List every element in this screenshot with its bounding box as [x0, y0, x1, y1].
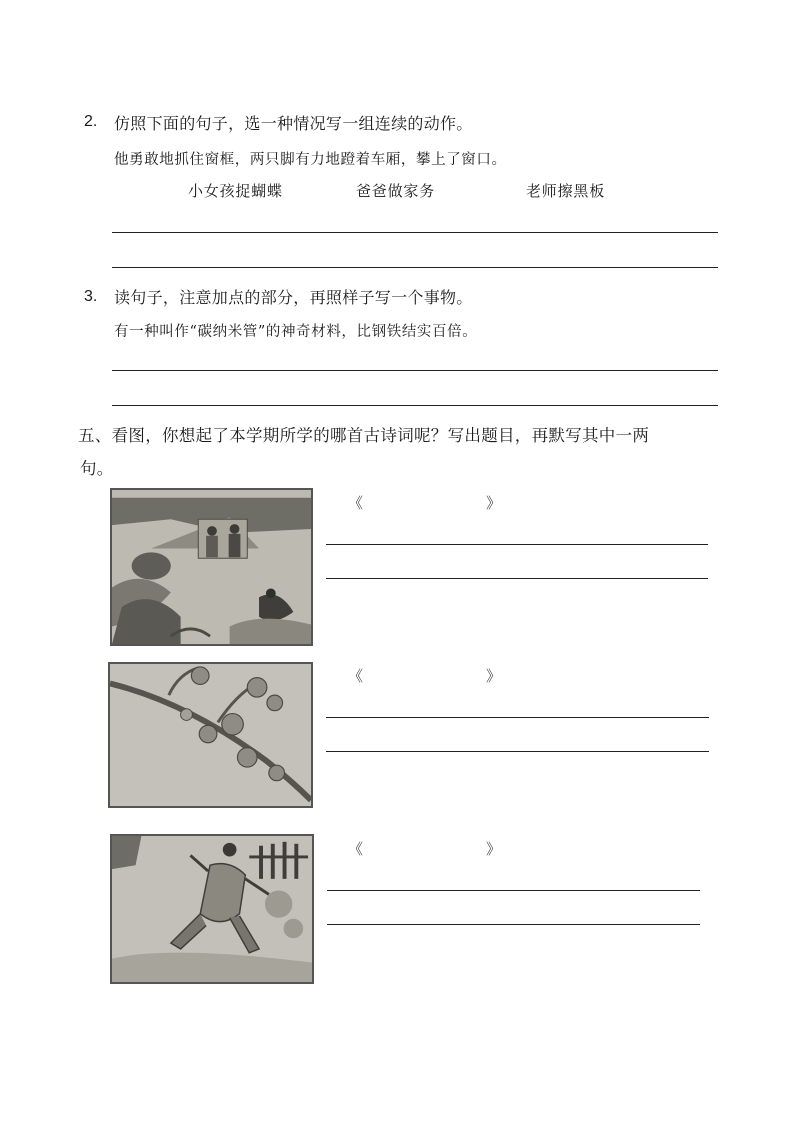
poem-answer-line-1b[interactable]	[326, 578, 708, 579]
q2-option-3: 老师擦黑板	[526, 182, 606, 200]
q2-option-2: 爸爸做家务	[356, 182, 436, 200]
q2-prompt: 仿照下面的句子，选一种情况写一组连续的动作。	[114, 114, 473, 133]
section5-instruction-line1: 五、看图，你想起了本学期所学的哪首古诗词呢？写出题目，再默写其中一两	[78, 426, 650, 445]
blossom-branch-illustration	[108, 662, 313, 808]
q2-option-1: 小女孩捉蝴蝶	[188, 182, 283, 200]
poem-answer-line-3a[interactable]	[327, 890, 700, 891]
section5-instruction-line2: 句。	[80, 459, 114, 478]
running-child-illustration	[110, 834, 314, 984]
poem-title-open-bracket-1: 《	[348, 494, 364, 512]
q2-answer-line-2[interactable]	[112, 267, 718, 268]
q3-answer-line-2[interactable]	[112, 405, 718, 406]
poem-title-close-bracket-3: 》	[486, 840, 502, 858]
q2-number: 2.	[84, 113, 98, 130]
poem-answer-line-2b[interactable]	[326, 751, 709, 752]
poem-answer-line-2a[interactable]	[326, 717, 709, 718]
q2-example-sentence: 他勇敢地抓住窗框，两只脚有力地蹬着车厢，攀上了窗口。	[114, 152, 507, 168]
garden-scene-illustration	[110, 488, 313, 646]
poem-title-close-bracket-1: 》	[486, 494, 502, 512]
poem-title-close-bracket-2: 》	[486, 667, 502, 685]
q2-answer-line-1[interactable]	[112, 232, 718, 233]
q3-number: 3.	[84, 288, 98, 305]
q3-example-sentence: 有一种叫作“碳纳米管”的神奇材料，比钢铁结实百倍。	[114, 324, 478, 340]
poem-title-open-bracket-2: 《	[348, 667, 364, 685]
poem-title-open-bracket-3: 《	[348, 840, 364, 858]
q3-prompt: 读句子，注意加点的部分，再照样子写一个事物。	[114, 288, 473, 307]
q3-answer-line-1[interactable]	[112, 370, 718, 371]
poem-answer-line-3b[interactable]	[327, 924, 700, 925]
poem-answer-line-1a[interactable]	[326, 544, 708, 545]
